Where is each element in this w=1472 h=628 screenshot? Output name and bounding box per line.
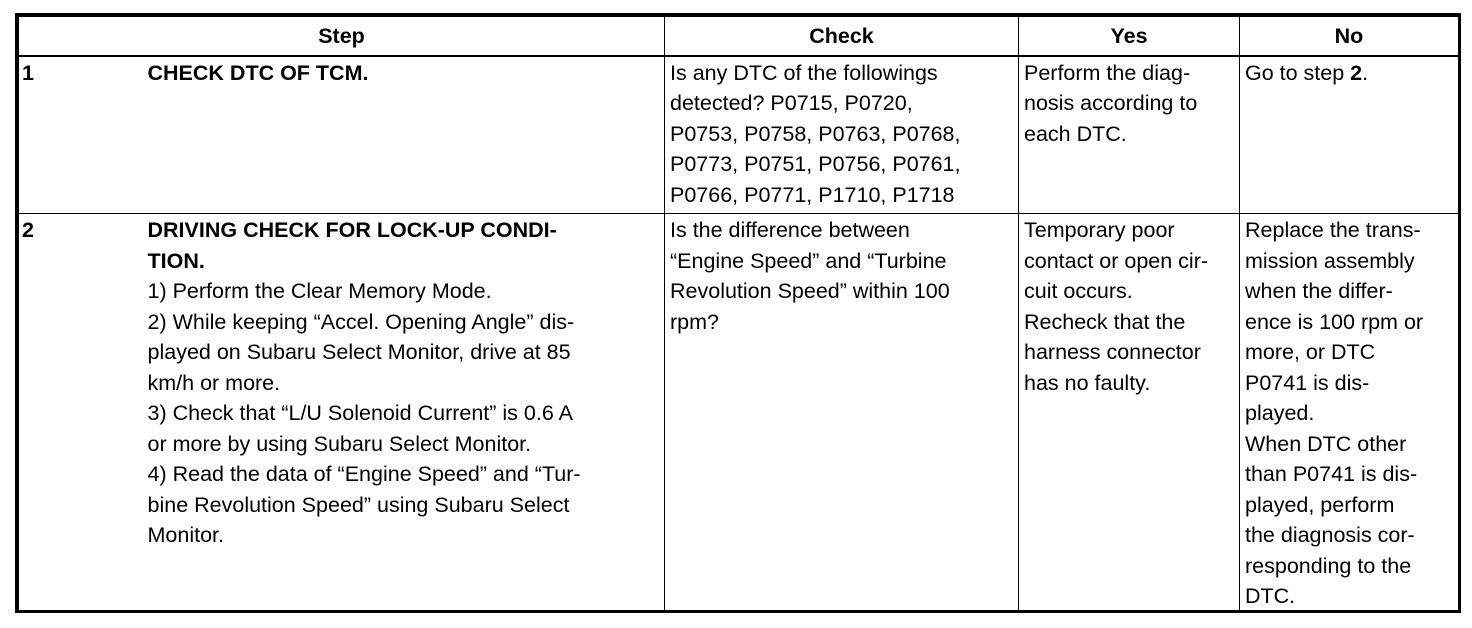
step-line: 2) While keeping “Accel. Opening Angle” dis-: [147, 309, 575, 334]
step-title: CHECK DTC OF TCM.: [147, 60, 369, 85]
no-cell: [1240, 56, 1459, 214]
no-line: played.: [1245, 401, 1315, 425]
check-line: P0766, P0771, P1710, P1718: [670, 182, 955, 207]
no-line: when the differ-: [1245, 279, 1393, 303]
no-line: more, or DTC: [1245, 340, 1376, 364]
yes-cell: [1019, 214, 1240, 613]
no-line: DTC.: [1245, 584, 1296, 608]
check-cell: [665, 56, 1019, 214]
diagnostic-table-frame: [15, 13, 1461, 613]
no-line: ence is 100 rpm or: [1245, 309, 1424, 334]
step-line: bine Revolution Speed” using Subaru Select: [147, 492, 570, 517]
check-line: P0773, P0751, P0756, P0761,: [670, 152, 961, 176]
check-line: rpm?: [670, 309, 719, 334]
no-line: P0741 is dis-: [1245, 370, 1370, 395]
yes-line: nosis according to: [1024, 91, 1198, 115]
step-line: 3) Check that “L/U Solenoid Current” is 0.6 A: [147, 401, 573, 425]
step-line: Monitor.: [147, 523, 224, 547]
header-yes: Yes: [1019, 17, 1240, 56]
yes-line: Temporary poor: [1024, 218, 1175, 242]
step-line: km/h or more.: [147, 370, 281, 395]
no-line: When DTC other: [1245, 431, 1407, 456]
diagnostic-table: [18, 16, 1459, 613]
step-line: 1) Perform the Clear Memory Mode.: [147, 279, 492, 303]
step-cell: [138, 214, 665, 613]
yes-line: each DTC.: [1024, 121, 1127, 146]
check-line: Is the difference between: [670, 218, 910, 242]
step-title: DRIVING CHECK FOR LOCK-UP CONDI-: [147, 218, 557, 242]
no-line: than P0741 is dis-: [1245, 462, 1418, 486]
step-number: 2: [19, 214, 138, 613]
check-line: “Engine Speed” and “Turbine: [670, 248, 947, 273]
yes-line: contact or open cir-: [1024, 248, 1209, 273]
table-header-row: [19, 17, 1459, 56]
header-check: Check: [665, 17, 1019, 56]
no-text: Go to step: [1245, 60, 1351, 85]
no-cell: [1240, 214, 1459, 613]
check-cell: [665, 214, 1019, 613]
check-line: detected? P0715, P0720,: [670, 91, 913, 115]
yes-line: Perform the diag-: [1024, 60, 1191, 85]
header-no: No: [1240, 17, 1459, 56]
table-row: [19, 56, 1459, 214]
step-line: 4) Read the data of “Engine Speed” and “Tur-: [147, 462, 581, 486]
no-line: played, perform: [1245, 492, 1395, 517]
check-line: Is any DTC of the followings: [670, 60, 938, 85]
no-step-ref: 2: [1350, 60, 1363, 85]
check-line: Revolution Speed” within 100: [670, 279, 950, 303]
step-title: TION.: [147, 248, 205, 273]
step-line: played on Subaru Select Monitor, drive at 85: [147, 340, 571, 364]
step-cell: [138, 56, 665, 214]
yes-line: harness connector: [1024, 340, 1201, 364]
step-line: or more by using Subaru Select Monitor.: [147, 431, 532, 456]
yes-cell: [1019, 56, 1240, 214]
check-line: P0753, P0758, P0763, P0768,: [670, 121, 961, 146]
step-number: 1: [19, 56, 138, 214]
header-step: Step: [19, 17, 665, 56]
no-line: Replace the trans-: [1245, 218, 1421, 242]
yes-line: cuit occurs.: [1024, 279, 1133, 303]
table-row: [19, 214, 1459, 613]
no-suffix: .: [1362, 60, 1369, 85]
yes-line: has no faulty.: [1024, 370, 1151, 395]
no-line: the diagnosis cor-: [1245, 523, 1415, 547]
yes-line: Recheck that the: [1024, 309, 1186, 334]
no-line: mission assembly: [1245, 248, 1415, 273]
no-line: responding to the: [1245, 553, 1412, 578]
